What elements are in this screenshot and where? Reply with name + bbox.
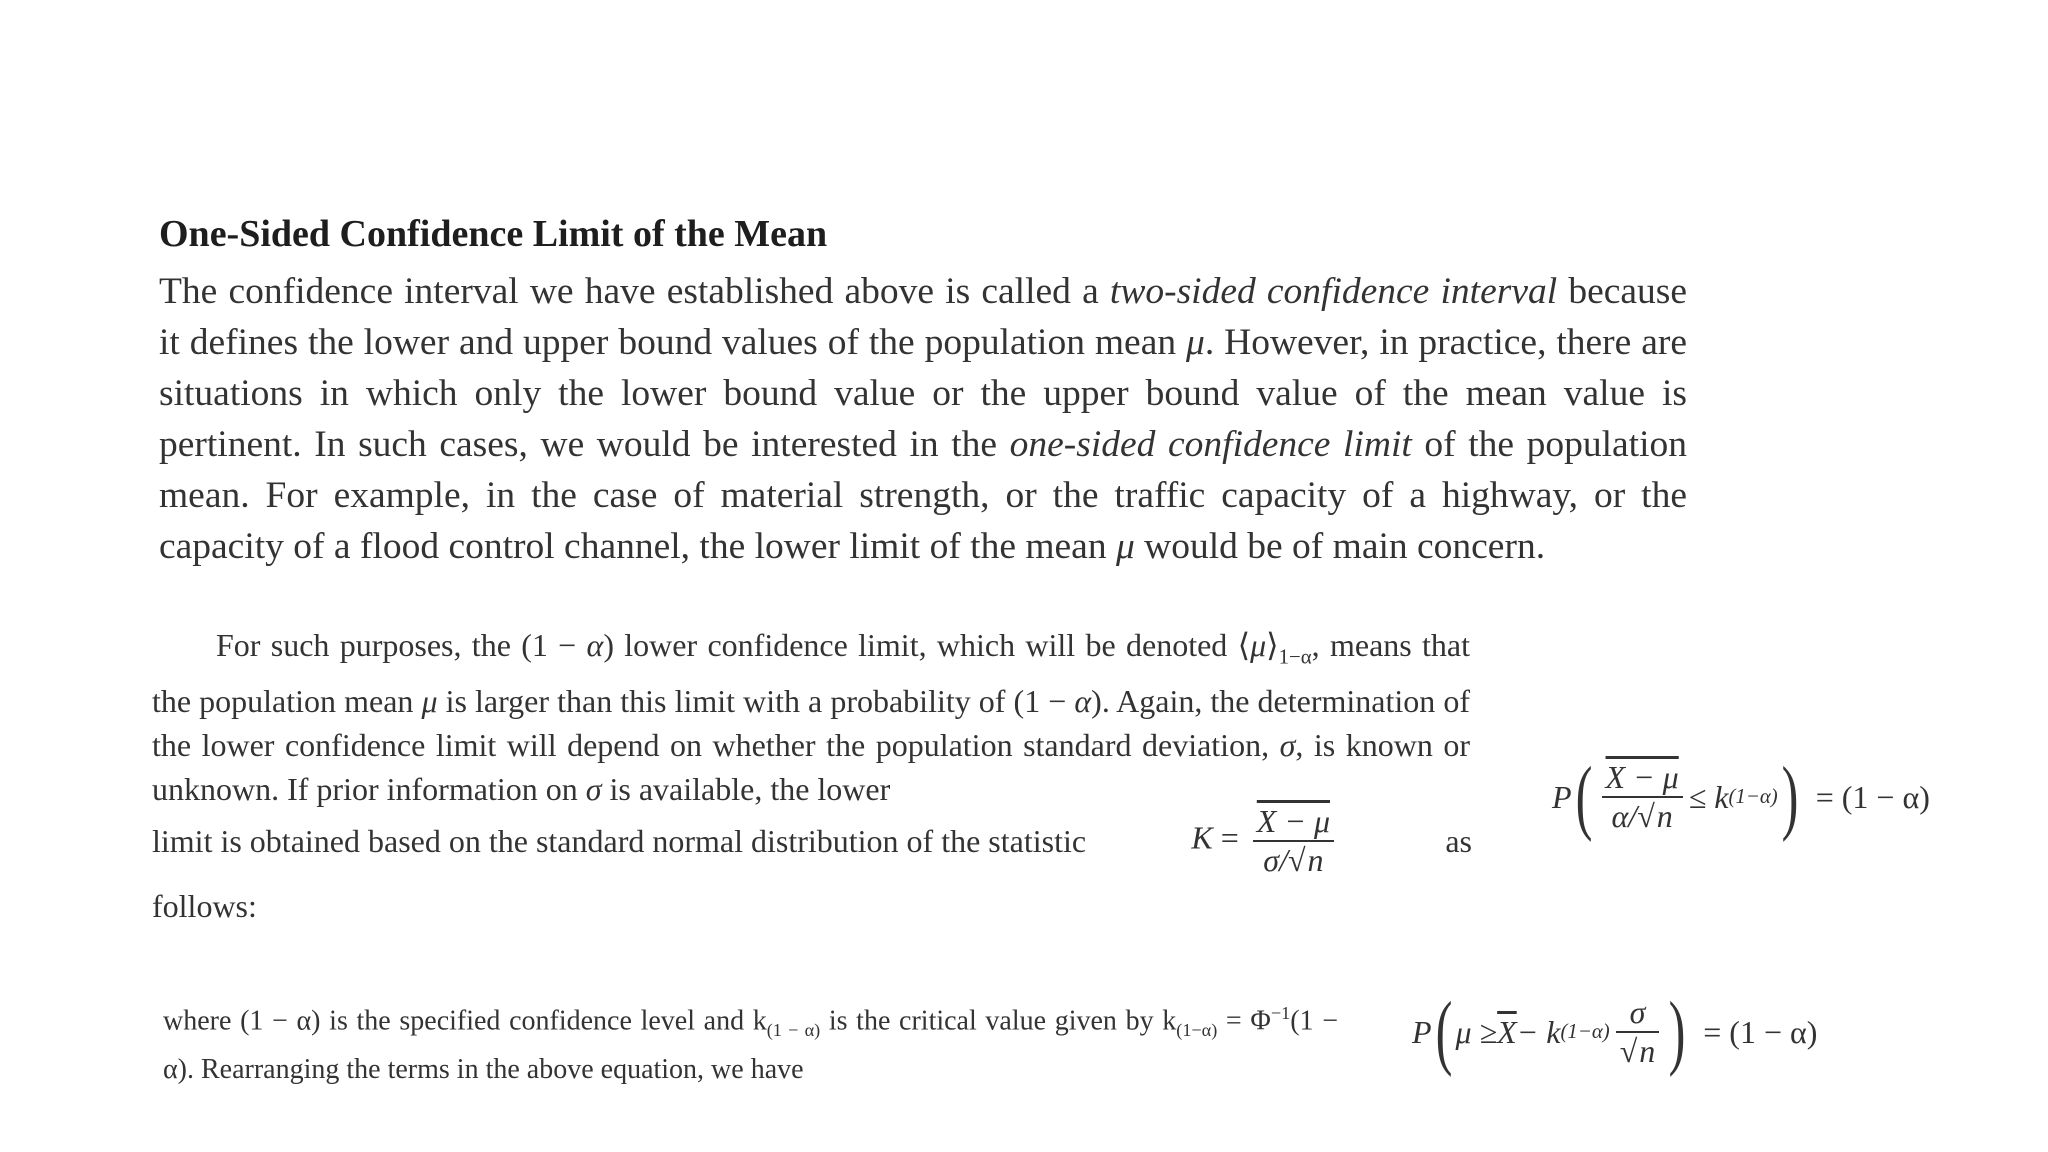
italic-term: two-sided confidence interval bbox=[1109, 271, 1558, 312]
symbol-alpha: α bbox=[586, 627, 604, 663]
text: limit is obtained based on the standard normal distribution of the statistic bbox=[152, 822, 1087, 859]
paragraph-intro bbox=[159, 266, 1687, 572]
text: = Φ bbox=[1217, 1005, 1271, 1037]
text: (1 − α). Rearranging the terms in the above equation, we have bbox=[163, 1005, 1338, 1085]
fraction bbox=[1602, 759, 1683, 835]
sqrt-n: n bbox=[1307, 842, 1324, 878]
statistic-definition-line bbox=[152, 803, 1472, 879]
fraction bbox=[1253, 803, 1334, 879]
denominator: √n bbox=[1619, 1033, 1656, 1069]
subscript: (1 − α) bbox=[766, 1019, 821, 1040]
symbol-mu: μ bbox=[1186, 322, 1205, 363]
symbol-p: P bbox=[1412, 1013, 1432, 1050]
subscript: (1−α) bbox=[1176, 1019, 1218, 1040]
text: is the critical value given by k bbox=[820, 1005, 1177, 1037]
equals-sign: = bbox=[1220, 819, 1239, 856]
paragraph-critical-value bbox=[163, 993, 1338, 1090]
sqrt-n: n bbox=[1639, 1033, 1656, 1069]
numerator bbox=[1253, 803, 1334, 842]
symbol-alpha: α bbox=[1074, 683, 1092, 720]
follows-text: follows: bbox=[152, 888, 257, 924]
equation-probability bbox=[1552, 750, 1930, 843]
left-paren: ( bbox=[1575, 750, 1592, 843]
text: is available, the lower bbox=[601, 771, 891, 808]
equation-rhs: = (1 − α) bbox=[1703, 1013, 1818, 1050]
denominator: α/√n bbox=[1611, 798, 1673, 834]
text: ⟩ bbox=[1266, 627, 1279, 663]
k-subscript: (1−α) bbox=[1560, 1020, 1610, 1043]
numerator-sigma: σ bbox=[1616, 994, 1660, 1033]
x-bar: $\overline{X}$ bbox=[1497, 1013, 1517, 1050]
text: For such purposes, the (1 − bbox=[216, 627, 587, 663]
leq-k: ≤ k bbox=[1688, 778, 1729, 815]
right-paren: ) bbox=[1781, 750, 1799, 843]
denominator: σ/√n bbox=[1263, 842, 1324, 878]
text: is larger than this limit with a probability of (1 − bbox=[437, 683, 1075, 720]
text: ). Again, the determination of the lower confidence limit will depend on whether the population standard deviation, bbox=[152, 683, 1471, 764]
denominator-sigma: σ/ bbox=[1263, 842, 1288, 878]
subscript: 1−α bbox=[1278, 645, 1312, 669]
left-paren: ( bbox=[1435, 985, 1452, 1078]
text: . However, in practice, there are situations in which only the lower bound value or the upper bound value of the mean value is pertinent. In such cases, we would be interested in the bbox=[159, 322, 1687, 465]
denominator-alpha: α/ bbox=[1611, 798, 1638, 834]
sqrt-n: n bbox=[1656, 798, 1673, 834]
text-as: as bbox=[1445, 822, 1472, 859]
symbol-mu: μ bbox=[421, 683, 438, 720]
symbol-p: P bbox=[1552, 778, 1572, 815]
right-paren: ) bbox=[1668, 985, 1686, 1078]
statistic-formula bbox=[1191, 803, 1340, 879]
text: , is known or unknown. If prior information on bbox=[152, 727, 1471, 808]
symbol-mu: μ bbox=[1250, 627, 1267, 663]
symbol-sigma: σ bbox=[1279, 727, 1296, 764]
equation-rhs: = (1 − α) bbox=[1815, 778, 1930, 815]
minus-k: − k bbox=[1516, 1013, 1561, 1050]
numerator bbox=[1602, 759, 1683, 798]
equation-rearranged bbox=[1412, 985, 1818, 1078]
text: would be of main concern. bbox=[1134, 526, 1546, 567]
text: of the population mean. For example, in the case of material strength, or the traffic capacity of a highway, or the capacity of a flood control channel, the lower limit of the mean bbox=[159, 424, 1687, 567]
italic-term: one-sided confidence limit bbox=[1009, 424, 1412, 465]
symbol-k: K bbox=[1191, 819, 1213, 856]
paragraph-lower-limit bbox=[152, 623, 1470, 811]
section-heading: One-Sided Confidence Limit of the Mean bbox=[159, 213, 828, 255]
numerator-text: X − μ bbox=[1256, 803, 1330, 839]
text: The confidence interval we have established above is called a bbox=[159, 271, 1110, 312]
text: , means that the population mean bbox=[152, 627, 1471, 720]
superscript: −1 bbox=[1270, 1003, 1291, 1023]
fraction bbox=[1616, 994, 1660, 1070]
symbol-mu: μ bbox=[1115, 526, 1135, 567]
numerator-text: X − μ bbox=[1605, 759, 1679, 795]
lhs-mu-geq: μ ≥ bbox=[1455, 1013, 1498, 1050]
text: because it defines the lower and upper bound values of the population mean bbox=[159, 271, 1687, 363]
text: where (1 − α) is the specified confidence level and k bbox=[163, 1005, 767, 1037]
k-subscript: (1−α) bbox=[1728, 785, 1778, 808]
symbol-sigma: σ bbox=[585, 771, 602, 808]
text: ) lower confidence limit, which will be denoted ⟨ bbox=[603, 627, 1251, 663]
